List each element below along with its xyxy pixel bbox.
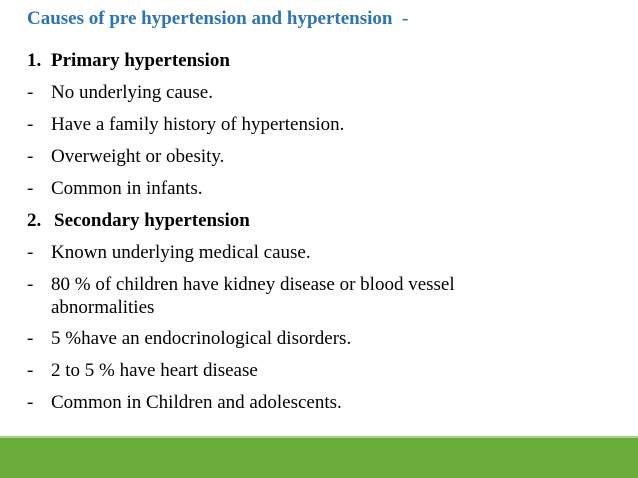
section-number: 2. — [27, 210, 42, 231]
bullet-marker: - — [27, 146, 34, 167]
footer-bar — [0, 438, 638, 478]
list-item — [27, 273, 617, 319]
section-title: Secondary hypertension — [54, 210, 250, 231]
list-item-text: 2 to 5 % have heart disease — [51, 360, 258, 381]
bullet-marker: - — [27, 242, 34, 263]
list-item — [27, 113, 617, 137]
bullet-marker: - — [27, 114, 34, 135]
bullet-marker: - — [27, 274, 34, 295]
list-item — [27, 327, 617, 351]
list-item — [27, 359, 617, 383]
section-number: 1. — [27, 50, 42, 71]
section-title: Primary hypertension — [51, 50, 230, 71]
section-heading-primary — [27, 49, 617, 73]
list-item-text: Common in infants. — [51, 178, 203, 199]
list-item — [27, 241, 617, 265]
list-item-text: 80 % of children have kidney disease or blood vessel abnormalities — [51, 274, 455, 318]
list-item-text: 5 %have an endocrinological disorders. — [51, 328, 352, 349]
list-item — [27, 81, 617, 105]
bullet-marker: - — [27, 328, 34, 349]
section-heading-secondary — [27, 209, 617, 233]
bullet-marker: - — [27, 82, 34, 103]
bullet-marker: - — [27, 360, 34, 381]
bullet-marker: - — [27, 392, 34, 413]
list-item-text: Common in Children and adolescents. — [51, 392, 342, 413]
list-item — [27, 145, 617, 169]
list-item-text: Known underlying medical cause. — [51, 242, 311, 263]
list-item — [27, 391, 617, 415]
list-item-text: No underlying cause. — [51, 82, 213, 103]
list-item — [27, 177, 617, 201]
list-item-text: Have a family history of hypertension. — [51, 114, 345, 135]
slide-content — [27, 49, 617, 423]
list-item-text: Overweight or obesity. — [51, 146, 225, 167]
bullet-marker: - — [27, 178, 34, 199]
slide-title: Causes of pre hypertension and hypertension - — [27, 8, 409, 29]
